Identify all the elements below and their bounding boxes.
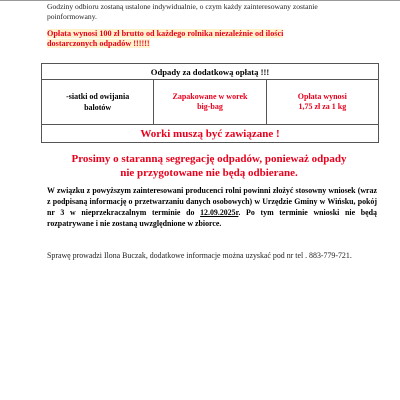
packaging-line: big-bag xyxy=(197,102,223,111)
application-text: W związku z powyższym zainteresowani producenci rolni powinni złożyć stosowny wniosek (wraz z podpisaną informację o przetwarzaniu danych osobowych) w Urzędzie Gminy w Wińsku, pokój nr 3 w nieprzekraczalnym terminie do xyxy=(47,186,377,217)
fee-notice xyxy=(47,29,377,49)
waste-item-cell xyxy=(42,80,154,125)
deadline-date: 12.09.2025r xyxy=(200,208,239,217)
segregation-notice xyxy=(44,152,374,180)
contact-paragraph: Sprawę prowadzi Ilona Buczak, dodatkowe informacje można uzyskać pod nr tel . 883-779-721. xyxy=(47,251,352,260)
waste-item-line: -siatki od owijania xyxy=(66,92,130,101)
price-line: 1,75 zł za 1 kg xyxy=(298,102,347,111)
pickup-hours-paragraph xyxy=(47,2,367,22)
price-cell xyxy=(266,80,378,125)
segregation-line: Prosimy o staranną segregację odpadów, ponieważ odpady xyxy=(71,153,347,165)
packaging-cell xyxy=(154,80,266,125)
intro-line: poinformowany. xyxy=(47,12,97,21)
extra-fee-waste-table xyxy=(41,63,379,143)
table-header: Odpady za dodatkową opłatą !!! xyxy=(42,64,379,80)
table-row xyxy=(42,80,379,125)
segregation-line: nie przygotowane nie będą odbierane. xyxy=(120,167,298,179)
application-text: . Po tym terminie wnioski nie będą rozpatrywane i nie zostaną uwzględnione w zbiorce. xyxy=(47,208,377,228)
price-line: Opłata wynosi xyxy=(297,92,347,101)
fee-notice-line: Opłata wynosi 100 zł brutto od każdego rolnika niezależnie od ilości xyxy=(47,29,284,38)
table-footer: Worki muszą być zawiązane ! xyxy=(42,125,379,143)
application-paragraph xyxy=(47,185,377,229)
fee-notice-line: dostarczonych odpadów !!!!!! xyxy=(47,39,150,48)
intro-line: Godziny odbioru zostaną ustalone indywidualnie, o czym każdy zainteresowany zostanie xyxy=(47,2,318,11)
waste-item-line: balotów xyxy=(84,103,112,112)
top-divider xyxy=(0,0,400,1)
packaging-line: Zapakowane w worek xyxy=(172,92,248,101)
